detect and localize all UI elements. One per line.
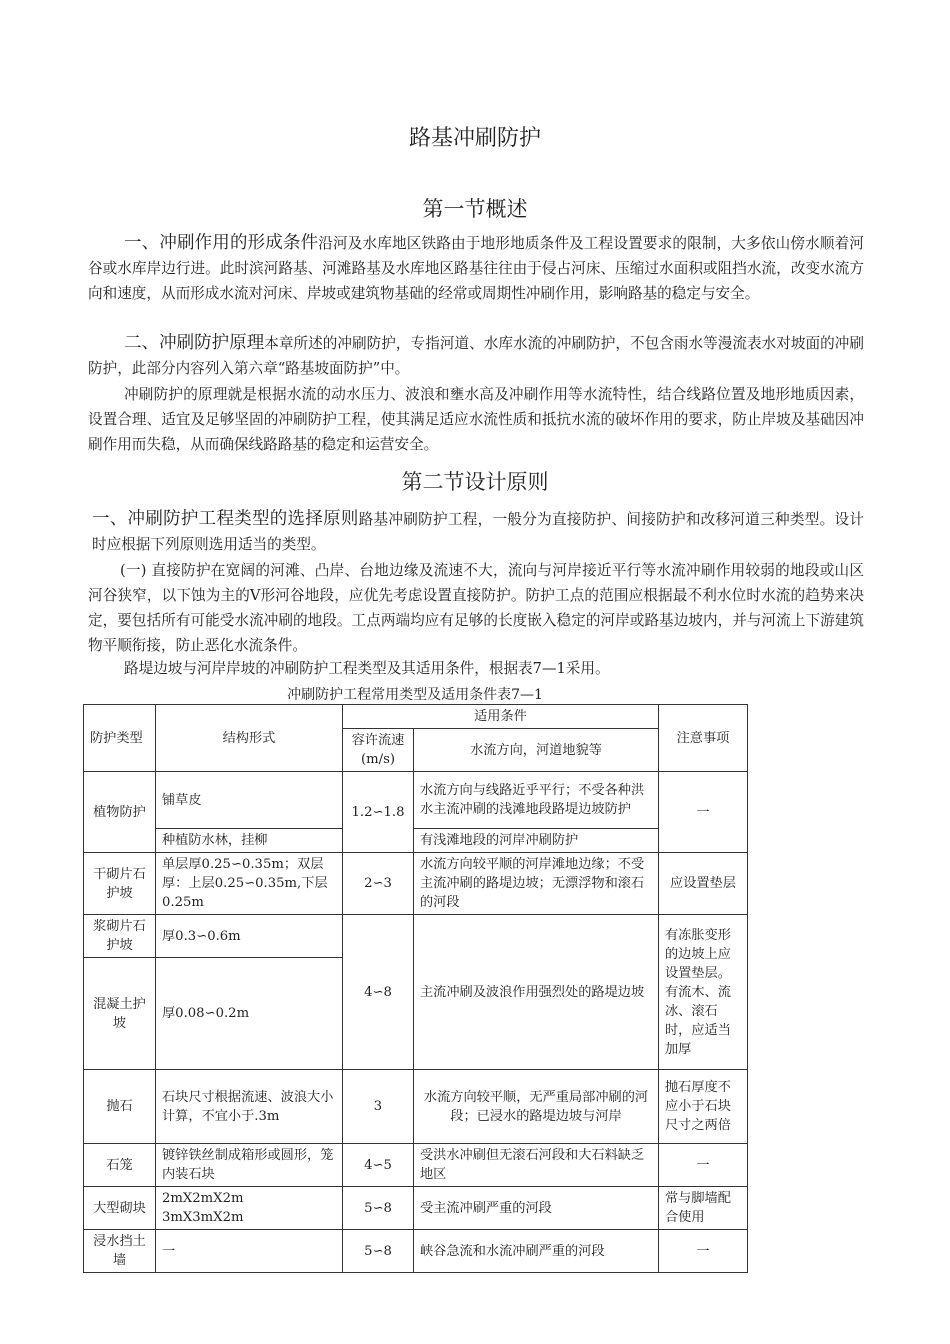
header-type: 防护类型 (84, 705, 156, 772)
structure-line: 3mX3mX2m (162, 1210, 244, 1225)
table-row (84, 1187, 748, 1230)
section2-paragraph-1 (92, 507, 864, 557)
paragraph-lead: 二、冲刷防护原理 (124, 333, 265, 353)
cell-type: 抛石 (84, 1070, 156, 1144)
header-conditions: 适用条件 (343, 705, 659, 729)
paragraph-lead: 一、冲刷防护工程类型的选择原则 (92, 509, 359, 529)
cell-flow: 水流方向较平顺的河岸滩地边缘；不受主流冲刷的路堤边坡；无漂浮物和滚石的河段 (414, 853, 659, 915)
cell-notes: 常与脚墙配合使用 (659, 1187, 748, 1230)
header-velocity: 容许流速(m/s) (343, 729, 414, 772)
cell-structure: 种植防水林，挂柳 (156, 829, 343, 853)
cell-type: 石笼 (84, 1144, 156, 1187)
cell-flow: 峡谷急流和水流冲刷严重的河段 (414, 1230, 659, 1273)
cell-structure (156, 1187, 343, 1230)
section1-paragraph-2 (88, 331, 864, 381)
cell-velocity: 5∽8 (343, 1230, 414, 1273)
cell-type: 浸水挡土墙 (84, 1230, 156, 1273)
cell-velocity: 2∽3 (343, 853, 414, 915)
cell-velocity: 1.2∽1.8 (343, 772, 414, 853)
paragraph-text: 本章所述的冲刷防护，专指河道、水库水流的冲刷防护，不包含雨水等漫流表水对坡面的冲刷防护，此部分内容列入第六章“路基坡面防护”中。 (88, 335, 864, 377)
cell-flow: 有浅滩地段的河岸冲刷防护 (414, 829, 659, 853)
cell-notes: 一 (659, 772, 748, 853)
table-row (84, 853, 748, 915)
cell-flow: 受主流冲刷严重的河段 (414, 1187, 659, 1230)
table-header-row (84, 705, 748, 729)
cell-velocity: 5∽8 (343, 1187, 414, 1230)
section1-paragraph-3: 冲刷防护的原理就是根据水流的动水压力、波浪和壅水高及冲刷作用等水流特性，结合线路位置及地形地质因素，设置合理、适宜及足够坚固的冲刷防护工程，使其满足适应水流性质和抵抗水流的破坏作用的要求，防止岸坡及基础因冲刷作用而失稳，从而确保线路路基的稳定和运营安全。 (88, 386, 864, 453)
cell-flow: 水流方向与线路近乎平行；不受各种洪水主流冲刷的浅滩地段路堤边坡防护 (414, 772, 659, 829)
cell-structure: 一 (156, 1230, 343, 1273)
cell-velocity: 4∽5 (343, 1144, 414, 1187)
cell-structure: 铺草皮 (156, 772, 343, 829)
header-structure: 结构形式 (156, 705, 343, 772)
cell-structure: 厚0.08∽0.2m (156, 958, 343, 1070)
table-row (84, 772, 748, 829)
cell-notes: 一 (659, 1144, 748, 1187)
paragraph-label: (一) (120, 562, 147, 579)
cell-type: 浆砌片石护坡 (84, 915, 156, 958)
structure-line: 2mX2mX2m (162, 1191, 244, 1206)
cell-flow: 受洪水冲刷但无滚石河段和大石料缺乏地区 (414, 1144, 659, 1187)
paragraph-text: 沿河及水库地区铁路由于地形地质条件及工程设置要求的限制，大多依山傍水顺着河谷或水库岸边行进。此时滨河路基、河滩路基及水库地区路基往往由于侵占河床、压缩过水面积或阻挡水流，改变水流方向和速度，从而形成水流对河床、岸坡或建筑物基础的经常或周期性冲刷作用，影响路基的稳定与安全。 (88, 235, 864, 302)
document-title: 路基冲刷防护 (408, 126, 541, 151)
cell-velocity: 3 (343, 1070, 414, 1144)
cell-type: 干砌片石护坡 (84, 853, 156, 915)
cell-flow: 水流方向较平顺，无严重局部冲刷的河段；已浸水的路堤边坡与河岸 (414, 1070, 659, 1144)
header-notes: 注意事项 (659, 705, 748, 772)
cell-structure: 厚0.3∽0.6m (156, 915, 343, 958)
cell-notes: 应设置垫层 (659, 853, 748, 915)
paragraph-text: 直接防护在宽阔的河滩、凸岸、台地边缘及流速不大，流向与河岸接近平行等水流冲刷作用较弱的地段或山区河谷狭窄，以下蚀为主的V形河谷地段，应优先考虑设置直接防护。防护工点的范围应根据最不利水位时水流的趋势来决定，要包括所有可能受水流冲刷的地段。工点两端均应有足够的长度嵌入稳定的河岸或路基边坡内，并与河流上下游建筑物平顺衔接，防止恶化水流条件。 (88, 562, 864, 654)
section1-paragraph-1 (88, 231, 864, 306)
cell-notes: 有冻胀变形的边坡上应设置垫层。有流木、流冰、滚石时，应适当加厚 (659, 915, 748, 1070)
cell-structure: 单层厚0.25∽0.35m；双层厚：上层0.25∽0.35m,下层0.25m (156, 853, 343, 915)
section1-heading: 第一节概述 (422, 197, 528, 221)
cell-structure: 石块尺寸根据流速、波浪大小计算，不宜小于.3m (156, 1070, 343, 1144)
cell-type: 大型砌块 (84, 1187, 156, 1230)
section2-heading: 第二节设计原则 (401, 470, 549, 494)
paragraph-text: 路基冲刷防护工程，一般分为直接防护、间接防护和改移河道三种类型。设计时应根据下列原则选用适当的类型。 (92, 511, 864, 553)
cell-velocity: 4∽8 (343, 915, 414, 1070)
table-row (84, 1144, 748, 1187)
protection-types-table (83, 704, 748, 1273)
header-flow: 水流方向，河道地貌等 (414, 729, 659, 772)
cell-type: 混凝土护坡 (84, 958, 156, 1070)
section2-paragraph-3: 路堤边坡与河岸岸坡的冲刷防护工程类型及其适用条件，根据表7—1采用。 (124, 660, 610, 677)
section2-paragraph-2 (88, 558, 864, 658)
paragraph-lead: 一、冲刷作用的形成条件 (124, 233, 319, 253)
cell-flow: 主流冲刷及波浪作用强烈处的路堤边坡 (414, 915, 659, 1070)
table-caption: 冲刷防护工程常用类型及适用条件表7—1 (287, 687, 543, 703)
cell-type: 植物防护 (84, 772, 156, 853)
table-row (84, 1070, 748, 1144)
table-row (84, 829, 748, 853)
table-row (84, 915, 748, 958)
cell-notes: 抛石厚度不应小于石块尺寸之两倍 (659, 1070, 748, 1144)
table-row (84, 1230, 748, 1273)
cell-notes: 一 (659, 1230, 748, 1273)
cell-structure: 镀锌铁丝制成箱形或圆形，笼内装石块 (156, 1144, 343, 1187)
